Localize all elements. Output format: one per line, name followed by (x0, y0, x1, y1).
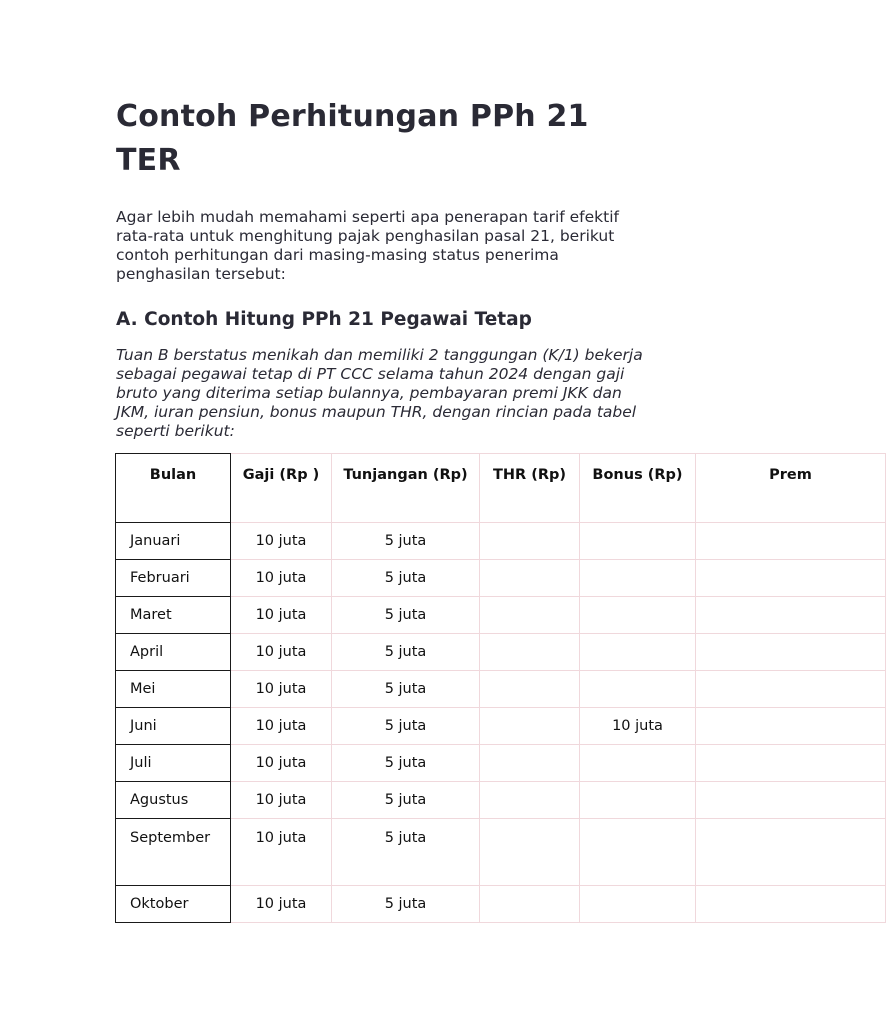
cell-premi (696, 782, 886, 819)
cell-month: Juni (116, 708, 231, 745)
cell-gaji: 10 juta (231, 597, 332, 634)
header-gaji: Gaji (Rp ) (231, 454, 332, 523)
cell-month: Maret (116, 597, 231, 634)
table-row (116, 886, 886, 923)
cell-gaji: 10 juta (231, 886, 332, 923)
cell-premi (696, 560, 886, 597)
income-table (115, 453, 886, 923)
header-bulan: Bulan (116, 454, 231, 523)
cell-tunjangan: 5 juta (332, 560, 480, 597)
table-row (116, 708, 886, 745)
cell-tunjangan: 5 juta (332, 782, 480, 819)
cell-thr (480, 597, 580, 634)
table-header-row (116, 454, 886, 523)
cell-tunjangan: 5 juta (332, 597, 480, 634)
cell-gaji: 10 juta (231, 523, 332, 560)
article (116, 95, 768, 441)
cell-tunjangan: 5 juta (332, 634, 480, 671)
header-tunjangan: Tunjangan (Rp) (332, 454, 480, 523)
cell-month: Juli (116, 745, 231, 782)
cell-bonus (580, 634, 696, 671)
cell-bonus (580, 782, 696, 819)
cell-bonus (580, 523, 696, 560)
cell-thr (480, 782, 580, 819)
cell-month: Februari (116, 560, 231, 597)
table-row (116, 523, 886, 560)
cell-thr (480, 819, 580, 886)
page-title: Contoh Perhitungan PPh 21 TER (116, 99, 589, 178)
table-row (116, 782, 886, 819)
cell-bonus (580, 671, 696, 708)
header-thr: THR (Rp) (480, 454, 580, 523)
cell-tunjangan: 5 juta (332, 745, 480, 782)
cell-gaji: 10 juta (231, 708, 332, 745)
income-table-container[interactable] (115, 453, 812, 912)
cell-tunjangan: 5 juta (332, 819, 480, 886)
cell-month: Januari (116, 523, 231, 560)
table-row (116, 597, 886, 634)
cell-tunjangan: 5 juta (332, 708, 480, 745)
cell-bonus (580, 560, 696, 597)
header-premi: Prem (696, 454, 886, 523)
header-bonus: Bonus (Rp) (580, 454, 696, 523)
cell-premi (696, 671, 886, 708)
cell-gaji: 10 juta (231, 671, 332, 708)
table-row (116, 671, 886, 708)
cell-bonus (580, 745, 696, 782)
cell-month: Oktober (116, 886, 231, 923)
cell-month: September (116, 819, 231, 886)
table-row (116, 819, 886, 886)
cell-premi (696, 708, 886, 745)
cell-premi (696, 886, 886, 923)
cell-bonus (580, 886, 696, 923)
cell-premi (696, 745, 886, 782)
cell-tunjangan: 5 juta (332, 671, 480, 708)
cell-thr (480, 886, 580, 923)
cell-month: Agustus (116, 782, 231, 819)
cell-premi (696, 523, 886, 560)
cell-bonus: 10 juta (580, 708, 696, 745)
table-row (116, 634, 886, 671)
cell-thr (480, 634, 580, 671)
table-row (116, 745, 886, 782)
cell-thr (480, 745, 580, 782)
cell-premi (696, 819, 886, 886)
cell-bonus (580, 597, 696, 634)
cell-gaji: 10 juta (231, 560, 332, 597)
cell-premi (696, 634, 886, 671)
cell-thr (480, 560, 580, 597)
cell-premi (696, 597, 886, 634)
cell-gaji: 10 juta (231, 745, 332, 782)
cell-month: Mei (116, 671, 231, 708)
cell-thr (480, 708, 580, 745)
cell-bonus (580, 819, 696, 886)
cell-tunjangan: 5 juta (332, 523, 480, 560)
section-heading: A. Contoh Hitung PPh 21 Pegawai Tetap (116, 309, 532, 330)
intro-paragraph: Agar lebih mudah memahami seperti apa penerapan tarif efektif rata-rata untuk menghitung pajak penghasilan pasal 21, berikut contoh perhitungan dari masing-masing status penerima penghasilan tersebut: (116, 208, 619, 283)
cell-gaji: 10 juta (231, 634, 332, 671)
case-description: Tuan B berstatus menikah dan memiliki 2 tanggungan (K/1) bekerja sebagai pegawai tetap di PT CCC selama tahun 2024 dengan gaji bruto yang diterima setiap bulannya, pembayaran premi JKK dan JKM, iuran pensiun, bonus maupun THR, dengan rincian pada tabel seperti berikut: (116, 346, 643, 440)
cell-tunjangan: 5 juta (332, 886, 480, 923)
cell-gaji: 10 juta (231, 782, 332, 819)
cell-gaji: 10 juta (231, 819, 332, 886)
cell-month: April (116, 634, 231, 671)
cell-thr (480, 671, 580, 708)
cell-thr (480, 523, 580, 560)
table-row (116, 560, 886, 597)
